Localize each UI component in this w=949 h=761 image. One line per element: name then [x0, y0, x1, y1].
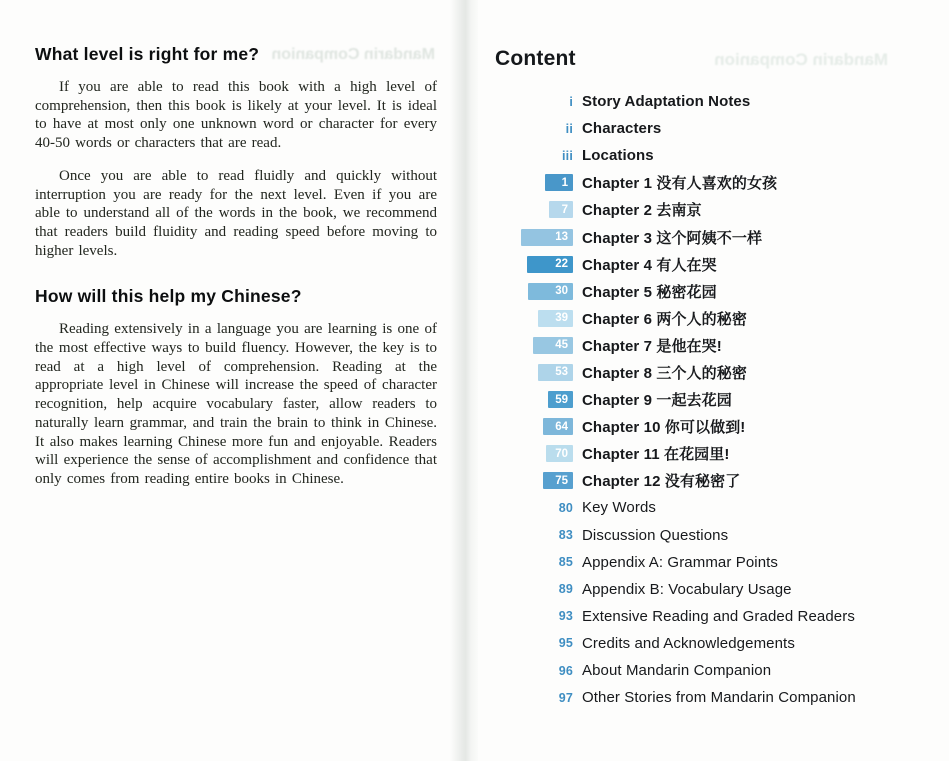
toc-entry-label: Chapter 6 两个人的秘密 [582, 310, 747, 328]
toc-page-number-column [478, 501, 573, 515]
left-page [0, 0, 456, 761]
toc-page-number-column [478, 472, 573, 489]
toc-row [478, 251, 949, 278]
toc-entry-label: Chapter 10 你可以做到! [582, 419, 746, 437]
toc-entry-label: Chapter 5 秘密花园 [582, 283, 717, 301]
toc-page-number: 95 [558, 636, 573, 651]
toc-page-number-column [478, 418, 573, 435]
toc-page-number: 83 [558, 528, 573, 543]
toc-entry-label: Characters [582, 120, 662, 138]
toc-row [478, 413, 949, 440]
toc-page-number-column [478, 582, 573, 596]
toc-page-number: 80 [558, 500, 573, 515]
toc-page-number-column [478, 609, 573, 623]
toc-row [478, 196, 949, 223]
table-of-contents [478, 88, 949, 711]
right-page [478, 0, 949, 761]
toc-entry-label: Chapter 3 这个阿姨不一样 [582, 229, 763, 247]
toc-page-number: 93 [558, 609, 573, 624]
toc-row [478, 549, 949, 576]
toc-page-number-column [478, 555, 573, 569]
toc-row [478, 657, 949, 684]
toc-entry-label: Locations [582, 147, 654, 165]
toc-row [478, 684, 949, 711]
toc-page-number-box: 64 [543, 418, 573, 435]
toc-page-number-box: 30 [528, 283, 573, 300]
toc-entry-label: Credits and Acknowledgements [582, 634, 795, 652]
toc-page-number-box: 7 [549, 201, 573, 218]
toc-page-number: 97 [558, 690, 573, 705]
toc-page-number: i [569, 94, 573, 109]
toc-page-number-column [478, 283, 573, 300]
toc-page-number-column [478, 122, 573, 136]
toc-page-number: iii [561, 148, 573, 163]
toc-row [478, 332, 949, 359]
toc-row [478, 142, 949, 169]
left-page-content [35, 44, 437, 503]
bleedthrough-text-left: Mandarin Companion [271, 46, 435, 63]
toc-row [478, 115, 949, 142]
toc-page-number-column [478, 664, 573, 678]
toc-entry-label: Extensive Reading and Graded Readers [582, 607, 855, 625]
toc-row [478, 359, 949, 386]
toc-page-number-box: 22 [527, 256, 573, 273]
toc-page-number-column [478, 256, 573, 273]
toc-page-number-box: 70 [546, 445, 573, 462]
toc-entry-label: Chapter 1 没有人喜欢的女孩 [582, 175, 778, 193]
paragraph-help-1: Reading extensively in a language you are learning is one of the most effective ways to build fluency. However, the key is to read at a high level of comprehension. Reading at the appropriate level in Chinese will increase the speed of character recognition, help acquire vocabulary faster, allow readers to naturally learn grammar, and train the brain to think in Chinese. It also makes learning Chinese more fun and enjoyable. Readers will experience the sense of accomplishment and confidence that only comes from reading entire books in Chinese. [35, 321, 437, 487]
toc-row [478, 440, 949, 467]
heading-help-chinese: How will this help my Chinese? [35, 286, 302, 307]
toc-entry-label: Discussion Questions [582, 526, 729, 544]
toc-page-number-box: 75 [543, 472, 573, 489]
toc-page-number: 85 [558, 555, 573, 570]
toc-page-number-column [478, 310, 573, 327]
toc-page-number-column [478, 174, 573, 191]
paragraph-level-1: If you are able to read this book with a high level of comprehension, then this book is likely at your level. It is ideal to have at most only one unknown word or character for every 40-50 words or characters that are read. [35, 79, 437, 152]
toc-row [478, 88, 949, 115]
toc-entry-label: Chapter 8 三个人的秘密 [582, 364, 747, 382]
toc-page-number-box: 59 [548, 391, 573, 408]
toc-entry-label: Chapter 4 有人在哭 [582, 256, 717, 274]
toc-entry-label: Chapter 9 一起去花园 [582, 392, 732, 410]
toc-entry-label: Key Words [582, 499, 656, 517]
toc-page-number-column [478, 445, 573, 462]
toc-row [478, 278, 949, 305]
toc-page-number-column [478, 364, 573, 381]
toc-page-number-column [478, 636, 573, 650]
toc-row [478, 603, 949, 630]
toc-page-number-column [478, 201, 573, 218]
toc-page-number-column [478, 528, 573, 542]
toc-page-number-column [478, 149, 573, 163]
toc-row [478, 386, 949, 413]
toc-page-number-column [478, 391, 573, 408]
toc-page-number-box: 45 [533, 337, 573, 354]
toc-page-number-column [478, 229, 573, 246]
toc-page-number-box: 1 [545, 174, 573, 191]
toc-page-number-box: 13 [521, 229, 573, 246]
toc-page-number-column [478, 337, 573, 354]
toc-row [478, 223, 949, 250]
toc-row [478, 522, 949, 549]
toc-page-number-column [478, 691, 573, 705]
toc-entry-label: Chapter 12 没有秘密了 [582, 473, 741, 491]
toc-entry-label: Appendix B: Vocabulary Usage [582, 580, 792, 598]
toc-entry-label: About Mandarin Companion [582, 662, 772, 680]
content-title: Content [495, 47, 576, 70]
toc-page-number-box: 53 [538, 364, 573, 381]
toc-row [478, 576, 949, 603]
toc-page-number: 96 [558, 663, 573, 678]
toc-page-number-column [478, 95, 573, 109]
toc-entry-label: Chapter 2 去南京 [582, 202, 702, 220]
heading-what-level: What level is right for me? [35, 44, 260, 64]
toc-entry-label: Story Adaptation Notes [582, 93, 751, 111]
toc-page-number: 89 [558, 582, 573, 597]
toc-entry-label: Appendix A: Grammar Points [582, 553, 779, 571]
page-gutter [450, 0, 480, 761]
toc-page-number: ii [565, 121, 573, 136]
toc-row [478, 467, 949, 494]
toc-entry-label: Other Stories from Mandarin Companion [582, 689, 856, 707]
toc-entry-label: Chapter 7 是他在哭! [582, 337, 722, 355]
toc-row [478, 169, 949, 196]
toc-page-number-box: 39 [538, 310, 573, 327]
toc-row [478, 494, 949, 521]
toc-entry-label: Chapter 11 在花园里! [582, 446, 730, 464]
toc-row [478, 630, 949, 657]
paragraph-level-2: Once you are able to read fluidly and quickly without interruption you are ready for the next level. Even if you are able to understand all of the words in the book, we recommend that readers build fluidity and reading speed before moving to higher levels. [35, 167, 437, 259]
bleedthrough-text-right: Mandarin Companion [714, 50, 888, 69]
toc-row [478, 305, 949, 332]
